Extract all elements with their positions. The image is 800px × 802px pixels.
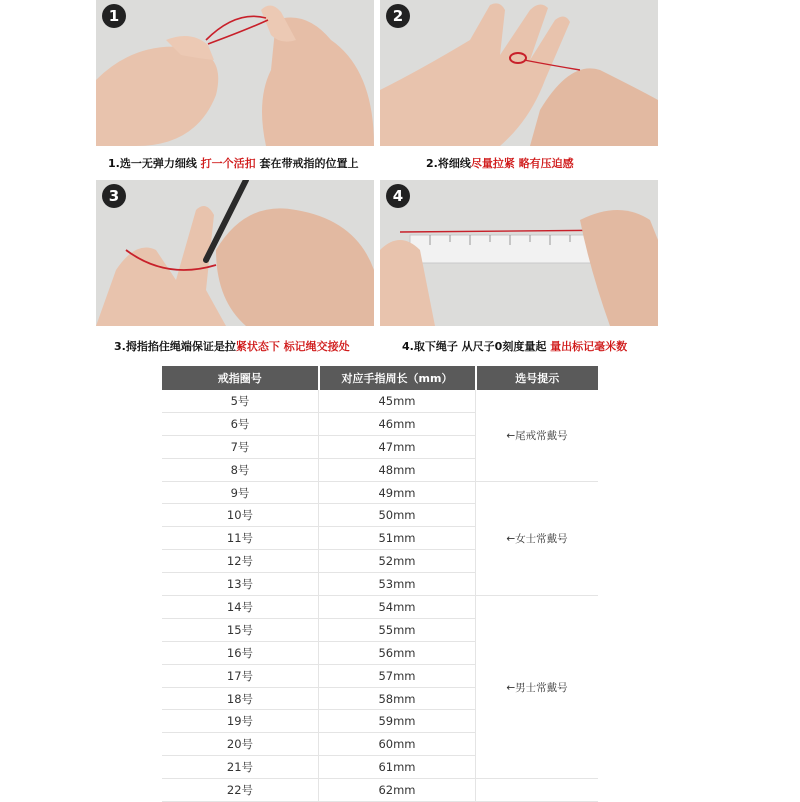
step-1-caption: 1.选一无弹力细线 打一个活扣 套在带戒指的位置上 (108, 157, 359, 170)
step-3-photo (96, 180, 374, 326)
table-row (162, 596, 598, 619)
table-row (162, 779, 598, 802)
circumference-cell: 58mm (319, 687, 476, 710)
ring-size-cell: 10号 (162, 504, 319, 527)
ring-size-cell: 21号 (162, 756, 319, 779)
circumference-cell: 53mm (319, 573, 476, 596)
ring-size-cell: 19号 (162, 710, 319, 733)
header-ring-size: 戒指圈号 (162, 366, 319, 390)
step-number-badge: 4 (386, 184, 410, 208)
ring-size-cell: 12号 (162, 550, 319, 573)
hand-with-thread-illustration (380, 0, 658, 146)
circumference-cell: 56mm (319, 641, 476, 664)
step-4-caption: 4.取下绳子 从尺子0刻度量起 量出标记毫米数 (402, 340, 628, 353)
ring-size-cell: 22号 (162, 779, 319, 802)
size-hint-cell: ←女士常戴号 (476, 481, 599, 595)
header-finger-circumference: 对应手指周长（mm） (319, 366, 476, 390)
circumference-cell: 45mm (319, 390, 476, 412)
circumference-cell: 55mm (319, 618, 476, 641)
step-number-badge: 3 (102, 184, 126, 208)
circumference-cell: 46mm (319, 412, 476, 435)
size-hint-cell (476, 779, 599, 802)
marking-thread-with-pen-illustration (96, 180, 374, 326)
ring-size-cell: 20号 (162, 733, 319, 756)
ring-size-cell: 6号 (162, 412, 319, 435)
step-number-badge: 1 (102, 4, 126, 28)
circumference-cell: 49mm (319, 481, 476, 504)
ring-size-cell: 18号 (162, 687, 319, 710)
circumference-cell: 51mm (319, 527, 476, 550)
circumference-cell: 48mm (319, 458, 476, 481)
size-hint-cell: ←男士常戴号 (476, 596, 599, 779)
circumference-cell: 54mm (319, 596, 476, 619)
table-body (162, 390, 598, 802)
ring-size-cell: 8号 (162, 458, 319, 481)
table-row (162, 390, 598, 412)
step-number-badge: 2 (386, 4, 410, 28)
circumference-cell: 60mm (319, 733, 476, 756)
ring-size-cell: 7号 (162, 435, 319, 458)
ring-size-table (162, 366, 598, 802)
ring-size-cell: 14号 (162, 596, 319, 619)
circumference-cell: 59mm (319, 710, 476, 733)
step-4-photo (380, 180, 658, 326)
table-row (162, 481, 598, 504)
circumference-cell: 52mm (319, 550, 476, 573)
header-size-hint: 选号提示 (476, 366, 599, 390)
step-2-caption: 2.将细线尽量拉紧 略有压迫感 (426, 157, 574, 170)
ring-size-cell: 16号 (162, 641, 319, 664)
circumference-cell: 61mm (319, 756, 476, 779)
circumference-cell: 57mm (319, 664, 476, 687)
hands-tying-thread-illustration (96, 0, 374, 146)
table-header-row (162, 366, 598, 390)
ring-size-cell: 9号 (162, 481, 319, 504)
ring-size-cell: 11号 (162, 527, 319, 550)
size-hint-cell: ←尾戒常戴号 (476, 390, 599, 481)
measuring-with-ruler-illustration (380, 180, 658, 326)
ring-size-cell: 13号 (162, 573, 319, 596)
circumference-cell: 50mm (319, 504, 476, 527)
step-3-caption: 3.拇指掐住绳端保证是拉紧状态下 标记绳交接处 (114, 340, 350, 353)
circumference-cell: 47mm (319, 435, 476, 458)
ring-size-cell: 17号 (162, 664, 319, 687)
ring-size-cell: 5号 (162, 390, 319, 412)
step-2-photo (380, 0, 658, 146)
step-1-photo (96, 0, 374, 146)
circumference-cell: 62mm (319, 779, 476, 802)
ring-size-cell: 15号 (162, 618, 319, 641)
